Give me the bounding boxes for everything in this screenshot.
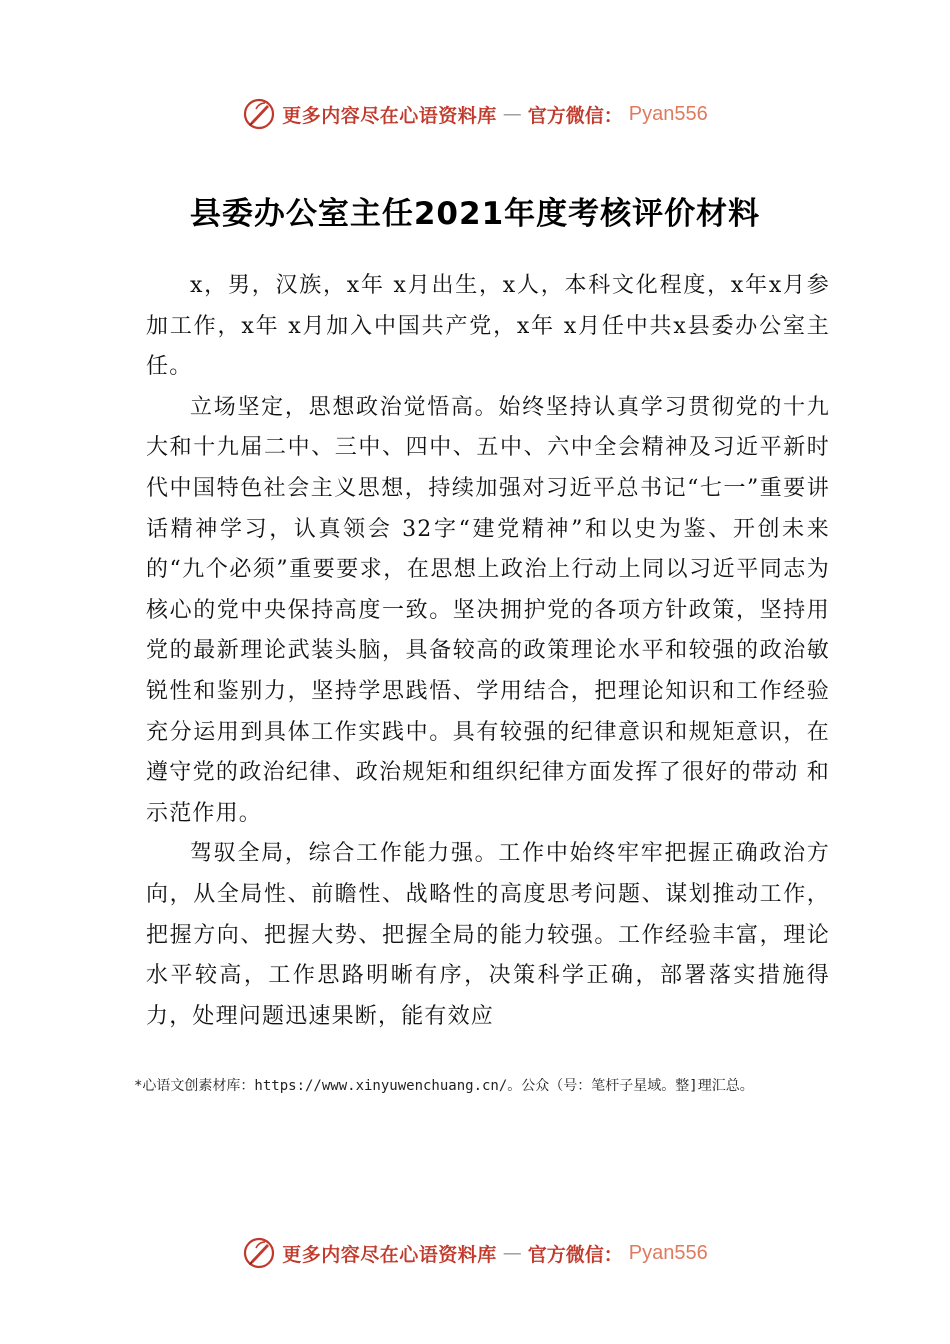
top-banner xyxy=(0,94,950,134)
paragraph-overall-ability: 驾驭全局，综合工作能力强。工作中始终牢牢把握正确政治方向，从全局性、前瞻性、战略性的高度思考问题、谋划推动工作，把握方向、把握大势、把握全局的能力较强。工作经验丰富，理论水平较高，工作思路明晰有序，决策科学正确，部署落实措施得力，处理问题迅速果断，能有效应 xyxy=(146,841,830,1029)
document-body xyxy=(146,266,830,1037)
quill-pen-logo-icon xyxy=(242,1236,276,1270)
paragraph-political-stance: 立场坚定，思想政治觉悟高。始终坚持认真学习贯彻党的十九大和十九届二中、三中、四中、五中、六中全会精神及习近平新时代中国特色社会主义思想，持续加强对习近平总书记“七一”重要讲话精神学习，认真领会 32字“建党精神”和以史为鉴、开创未来的“九个必须”重要要求，在思想上政治上行动上同以习近平同志为核心的党中央保持高度一致。坚决拥护党的各项方针政策，坚持用党的最新理论武装头脑，具备较高的政策理论水平和较强的政治敏锐性和鉴别力，坚持学思践悟、学用结合，把理论知识和工作经验充分运用到具体工作实践中。具有较强的纪律意识和规矩意识，在遵守党的政治纪律、政治规矩和组织纪律方面发挥了很好的带动 和示范作用。 xyxy=(146,394,830,826)
banner-wechat-label: 官方微信： xyxy=(527,1243,623,1266)
banner-wechat-id: Pyan556 xyxy=(628,102,708,125)
bottom-banner xyxy=(0,1233,950,1273)
banner-wechat-label: 官方微信： xyxy=(527,104,623,127)
banner-slogan: 更多内容尽在心语资料库 xyxy=(282,1243,497,1266)
banner-separator: — xyxy=(502,103,522,125)
source-footnote: *心语文创素材库：https://www.xinyuwenchuang.cn/。公众（号：笔杆子星域。整]理汇总。 xyxy=(134,1078,754,1094)
document-title: 县委办公室主任2021年度考核评价材料 xyxy=(189,196,761,232)
banner-separator: — xyxy=(502,1242,522,1264)
paragraph-profile: x，男，汉族，x年 x月出生，x人，本科文化程度，x年x月参加工作，x年 x月加入中国共产党，x年 x月任中共x县委办公室主任。 xyxy=(146,273,830,380)
banner-slogan: 更多内容尽在心语资料库 xyxy=(282,104,497,127)
quill-pen-logo-icon xyxy=(242,97,276,131)
banner-wechat-id: Pyan556 xyxy=(628,1241,708,1264)
